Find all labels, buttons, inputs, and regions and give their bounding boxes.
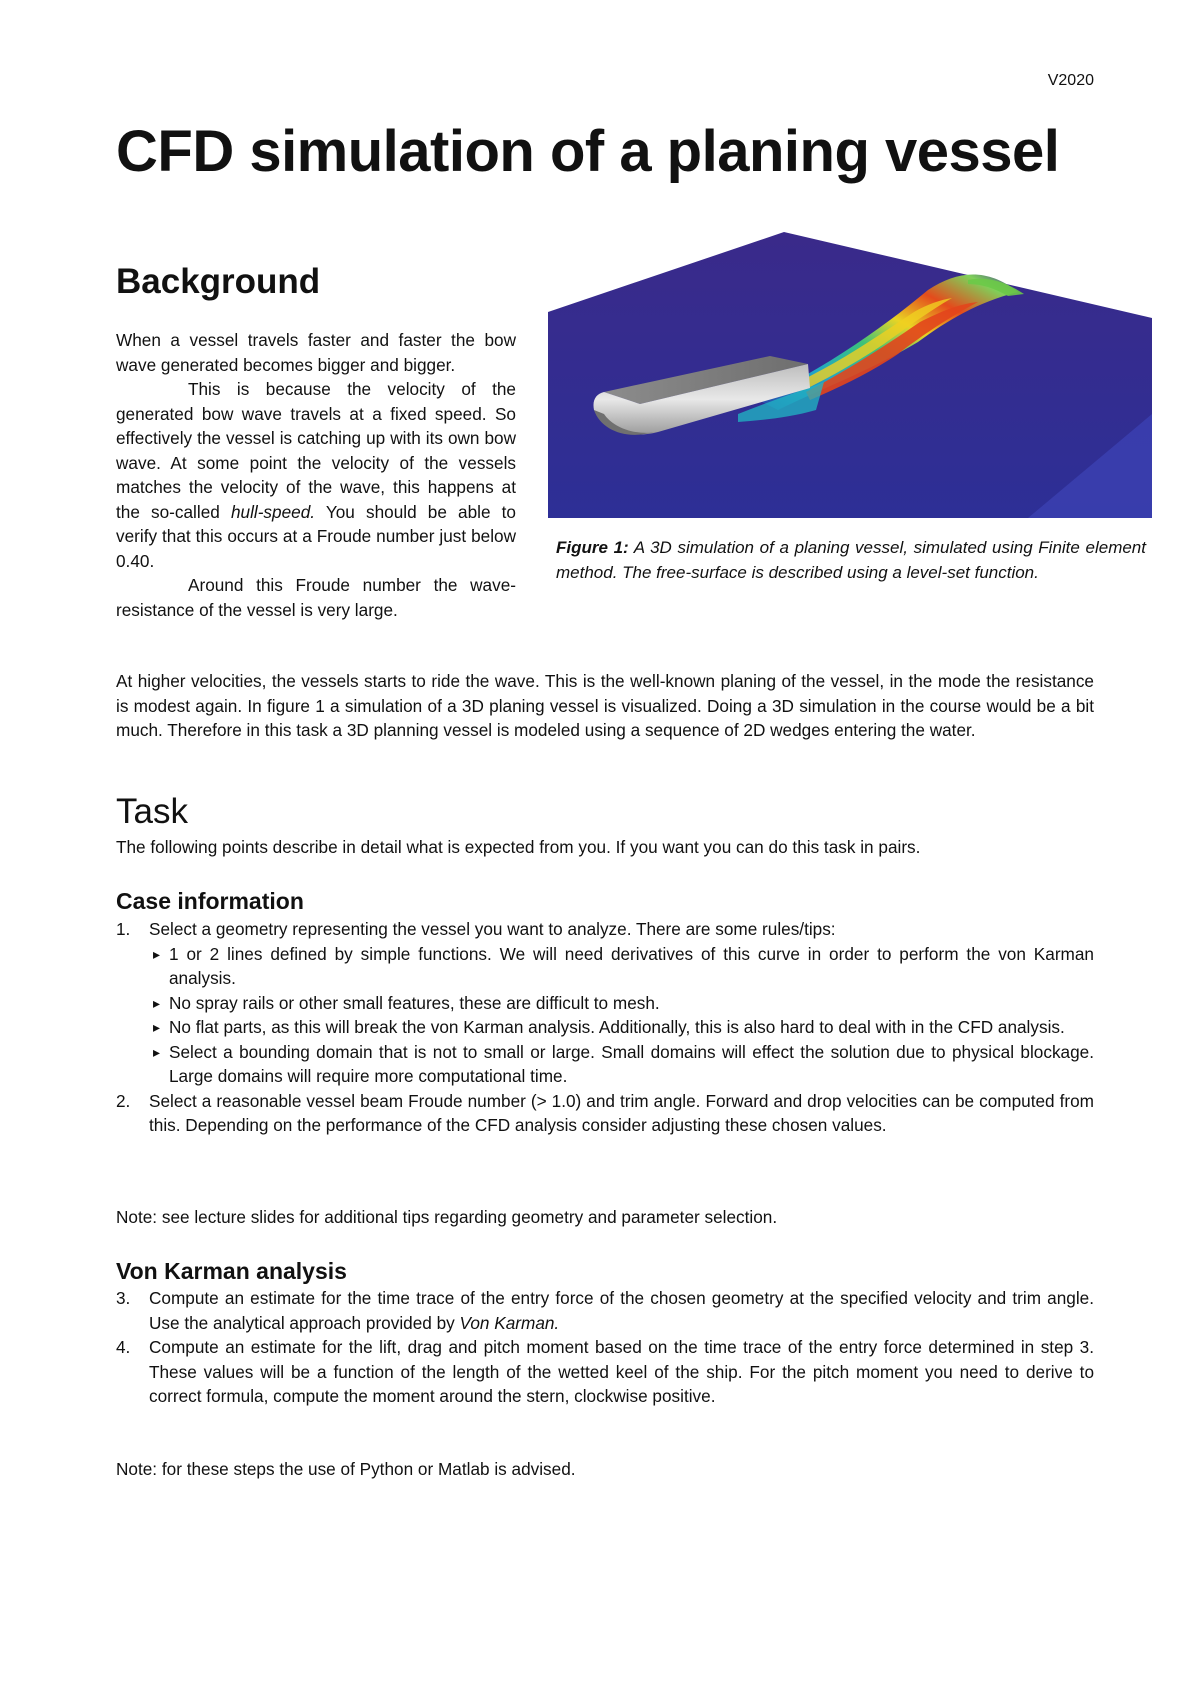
bullet-icon: ▸ xyxy=(153,1043,161,1060)
von-karman-note: Note: for these steps the use of Python or Matlab is advised. xyxy=(116,1459,576,1479)
page-title: CFD simulation of a planing vessel xyxy=(116,119,1060,184)
case-information-note: Note: see lecture slides for additional tips regarding geometry and parameter selection. xyxy=(116,1207,778,1227)
item-text: Select a reasonable vessel beam Froude number (> 1.0) and trim angle. Forward and drop velocities can be computed from this. Depending on the performance of the CFD analysis consider adjusting these chosen values. xyxy=(149,1090,1094,1135)
list-item xyxy=(116,1335,1094,1409)
item-number: 4. xyxy=(116,1337,131,1357)
von-karman-list xyxy=(116,1286,1094,1409)
bullet-icon: ▸ xyxy=(153,945,161,962)
list-item xyxy=(116,1286,1094,1335)
bullet-item xyxy=(149,942,1094,991)
background-text xyxy=(116,328,516,622)
bullet-icon: ▸ xyxy=(153,1019,161,1035)
version-label: V2020 xyxy=(1047,72,1094,89)
bullet-text: No spray rails or other small features, these are difficult to mesh. xyxy=(169,992,660,1013)
figure-label: Figure 1: xyxy=(556,538,629,557)
task-intro: The following points describe in detail what is expected from you. If you want you can do this task in pairs. xyxy=(116,837,921,857)
bullet-text: 1 or 2 lines defined by simple functions. We will need derivatives of this curve in order to perform the von Karman analysis. xyxy=(169,943,1094,988)
list-item xyxy=(116,1089,1094,1138)
figure-caption-text: A 3D simulation of a planing vessel, simulated using Finite element method. The free-surface is described using a level-set function. xyxy=(556,538,1146,582)
item-number: 1. xyxy=(116,919,131,939)
hull-speed-term: hull-speed. xyxy=(230,501,316,522)
item-text: Compute an estimate for the lift, drag and pitch moment based on the time trace of the entry force determined in step 3. These values will be a function of the length of the wetted keel of the ship. For the pitch moment you need to derive to correct formula, compute the moment around the stern, clockwise positive. xyxy=(149,1337,1094,1406)
task-heading: Task xyxy=(116,792,188,831)
background-para-3: Around this Froude number the wave-resistance of the vessel is very large. xyxy=(116,575,516,620)
item-number: 2. xyxy=(116,1090,131,1111)
background-para-2: This is because the velocity of the generated bow wave travels at a fixed speed. So effectively the vessel is catching up with its own bow wave. At some point the velocity of the vessels matches the velocity of the wave, this happens at the so-called xyxy=(116,379,516,522)
background-heading: Background xyxy=(116,262,321,301)
item-text: Select a geometry representing the vessel you want to analyze. There are some rules/tips: xyxy=(149,919,836,939)
bullet-item xyxy=(149,1040,1094,1089)
background-para-1: When a vessel travels faster and faster the bow wave generated becomes bigger and bigger. xyxy=(116,330,516,375)
background-continuation: At higher velocities, the vessels starts to ride the wave. This is the well-known planing of the vessel, in the mode the resistance is modest again. In figure 1 a simulation of a 3D planing vessel is visualized. Doing a 3D simulation in the course would be a bit much. Therefore in this task a 3D planning vessel is modeled using a sequence of 2D wedges entering the water. xyxy=(116,671,1094,740)
case-information-heading: Case information xyxy=(116,888,304,914)
bullet-item xyxy=(149,991,1094,1016)
item-number: 3. xyxy=(116,1288,131,1308)
bullet-text: No flat parts, as this will break the von Karman analysis. Additionally, this is also hard to deal with in the CFD analysis. xyxy=(169,1017,1065,1037)
case-information-list xyxy=(116,917,1094,1138)
von-karman-term: Von Karman. xyxy=(459,1312,560,1333)
von-karman-heading: Von Karman analysis xyxy=(116,1258,347,1284)
background-para-2-tail: You should be able to verify that this occurs at a Froude number just below 0.40. xyxy=(116,501,516,571)
figure-caption xyxy=(556,536,1146,585)
item-text: Compute an estimate for the time trace of the entry force of the chosen geometry at the specified velocity and trim angle. Use the analytical approach provided by xyxy=(149,1288,1094,1333)
bullet-icon: ▸ xyxy=(153,994,161,1011)
bullet-text: Select a bounding domain that is not to small or large. Small domains will effect the solution due to physical blockage. Large domains will require more computational time. xyxy=(169,1041,1094,1086)
geometry-tips-list xyxy=(149,942,1094,1089)
bullet-item xyxy=(149,1015,1094,1040)
list-item xyxy=(116,917,1094,1089)
planing-vessel-simulation-figure xyxy=(548,232,1152,518)
